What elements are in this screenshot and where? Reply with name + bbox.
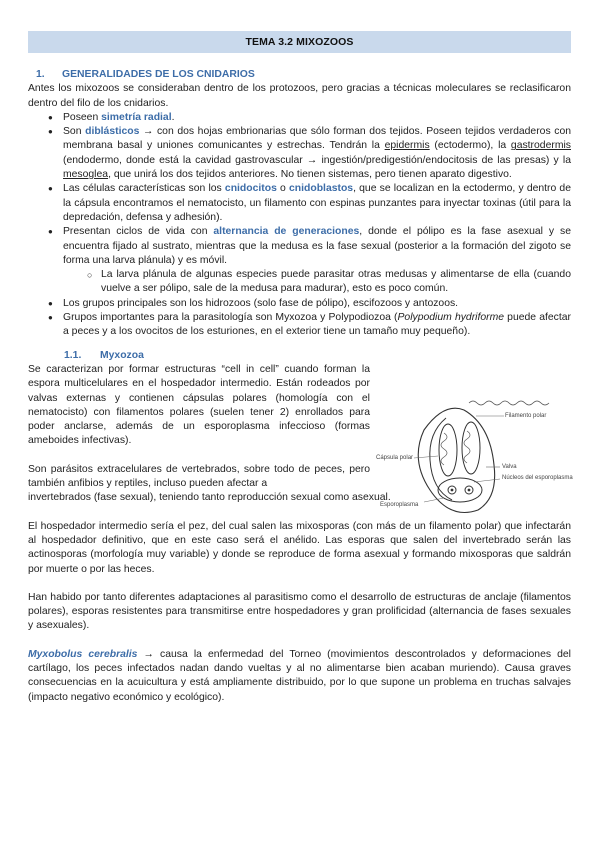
myxobolus-paragraph: Myxobolus cerebralis → causa la enfermedad del Torneo (movimientos descontrolados y deformaciones del cartílago, los peces infectados nadan dando vueltas y al no alimentarse bien acaban muriendo). Causa graves consecuencias en la acuicultura y está ampliamente distribuido, por lo que supone un problema en truchas salvajes (impacto negativo económico y ecológico).	[28, 648, 571, 703]
list-item: ● Las células características son los cnidocitos o cnidoblastos, que se localizan en la ectodermo, y dentro de la cápsula encontramos el nematocisto, un filamento con espinas punzantes para inyectar toxinas (útil para la depredación, defensa y adhesión).	[28, 182, 571, 225]
section-heading	[28, 68, 571, 82]
coiled-filament-left	[441, 433, 447, 465]
list-item: ● Son diblásticos → con dos hojas embrionarias que sólo forman dos tejidos. Poseen tejidos verdaderos con membrana basal y uniones comunicantes y estrechas. Tendrán la epidermis (ectodermo), la gastrodermis (endodermo, donde está la cavidad gastrovascular → ingestión/predigestión/endocitosis de las presas) y la mesoglea, que unirá los dos tejidos anteriores. No tienen sistemas, pero tienen aparato digestivo.	[28, 125, 571, 182]
species-name: Polypodium hydriforme	[397, 312, 505, 324]
keyword: diblásticos	[85, 126, 140, 138]
polar-capsule-left	[439, 424, 457, 476]
label-polar-filament: Filamento polar	[505, 413, 547, 419]
label-valve: Valva	[502, 464, 517, 470]
myxozoa-paragraph-2-end: invertebrados (fase sexual), teniendo tanto reproducción sexual como asexual.	[28, 492, 391, 504]
section-title: GENERALIDADES DE LOS CNIDARIOS	[62, 69, 255, 80]
polar-capsule-right	[462, 422, 480, 474]
polar-filament-line	[469, 401, 549, 405]
list-item: ● Los grupos principales son los hidrozoos (solo fase de pólipo), escifozoos y antozoos.	[28, 297, 571, 311]
myxozoa-paragraph-3: El hospedador intermedio sería el pez, del cual salen las mixosporas (con más de un filamento polar) que infectarán al hospedador definitivo, que en este caso será el anélido. Las esporas que salen del invertebrado serán las actinosporas (morfología muy variable) y donde se reproduce de forma asexual y formando mixosporas que saldrán por muerte o por las heces.	[28, 520, 571, 575]
list-item: ● Poseen simetría radial.	[28, 111, 571, 125]
keyword: cnidoblastos	[289, 183, 354, 195]
coiled-filament-right	[464, 431, 470, 463]
myxozoa-paragraph-2: Son parásitos extracelulares de vertebrados, sobre todo de peces, pero también anfibios y reptiles, incluso pueden afectar a	[28, 463, 370, 490]
underlined-term: epidermis	[384, 140, 430, 152]
label-sporoplasm: Esporoplasma	[380, 502, 419, 508]
subsection-number: 1.1.	[64, 349, 82, 361]
sub-list-item: ○ La larva plánula de algunas especies puede parasitar otras medusas y alimentarse de ella (cuando vuelve a ser pólipo, sale de la medusa para madurar), esto es poco común.	[63, 268, 571, 297]
nucleus-core	[451, 489, 454, 492]
subsection-heading	[28, 349, 571, 363]
myxospore-diagram	[374, 378, 574, 528]
subsection-title: Myxozoa	[100, 349, 144, 361]
keyword: cnidocitos	[224, 183, 277, 195]
list-item: ● Presentan ciclos de vida con alternancia de generaciones, donde el pólipo es la fase asexual y se encuentra fijado al sustrato, mientras que la medusa es la fase sexual (posterior a la formación del zigoto se forma una larva plánula) y es móvil. ○ La larva plánula de algunas especies puede parasitar otras medusas y alimentarse de ella (cuando vuelve a ser pólipo, sale de la medusa para madurar), esto es poco común.	[28, 225, 571, 296]
leader-line	[414, 456, 438, 458]
keyword: simetría radial	[101, 111, 172, 123]
underlined-term: mesoglea	[63, 169, 109, 181]
myxozoa-paragraph-1: Se caracterizan por formar estructuras “cell in cell” cuando forman la espora multicelulares en el hospedador intermedio. Están rodeados por valvas externas y contienen cápsulas polares (homología con el nematocisto) con filamentos polares (suelen tener 2) enrollados para poder anclarse, además de un esporoplasma infeccioso (formas ameboides infectivas).	[28, 363, 370, 447]
underlined-term: gastrodermis	[510, 140, 571, 152]
intro-paragraph: Antes los mixozoos se consideraban dentro de los protozoos, pero gracias a técnicas moleculares se reclasificaron dentro del filo de los cnidarios.	[28, 83, 571, 109]
bullet-list	[28, 111, 571, 340]
section-number: 1.	[36, 69, 45, 80]
nucleus-core	[468, 489, 471, 492]
sub-list	[63, 268, 571, 297]
page-title: TEMA 3.2 MIXOZOOS	[28, 31, 571, 53]
myxozoa-paragraph-4: Han habido por tanto diferentes adaptaciones al parasitismo como el desarrollo de estructuras de anclaje (filamentos polares), esporas resistentes para transmitirse entre hospedadores y gran prolificidad (alternancia de fases sexuales y asexuales).	[28, 591, 571, 632]
label-polar-capsule: Cápsula polar	[376, 455, 414, 461]
keyword: alternancia de generaciones	[213, 226, 360, 238]
species-name: Myxobolus cerebralis	[28, 648, 138, 660]
list-item: ● Grupos importantes para la parasitología son Myxozoa y Polypodiozoa (Polypodium hydriforme puede afectar a peces y a los ovocitos de los esturiones, en el exterior tiene un tamaño muy pequeño).	[28, 311, 571, 340]
leader-line	[474, 479, 500, 482]
leader-line	[424, 498, 444, 502]
label-nuclei: Núcleos del esporoplasma	[502, 475, 573, 481]
